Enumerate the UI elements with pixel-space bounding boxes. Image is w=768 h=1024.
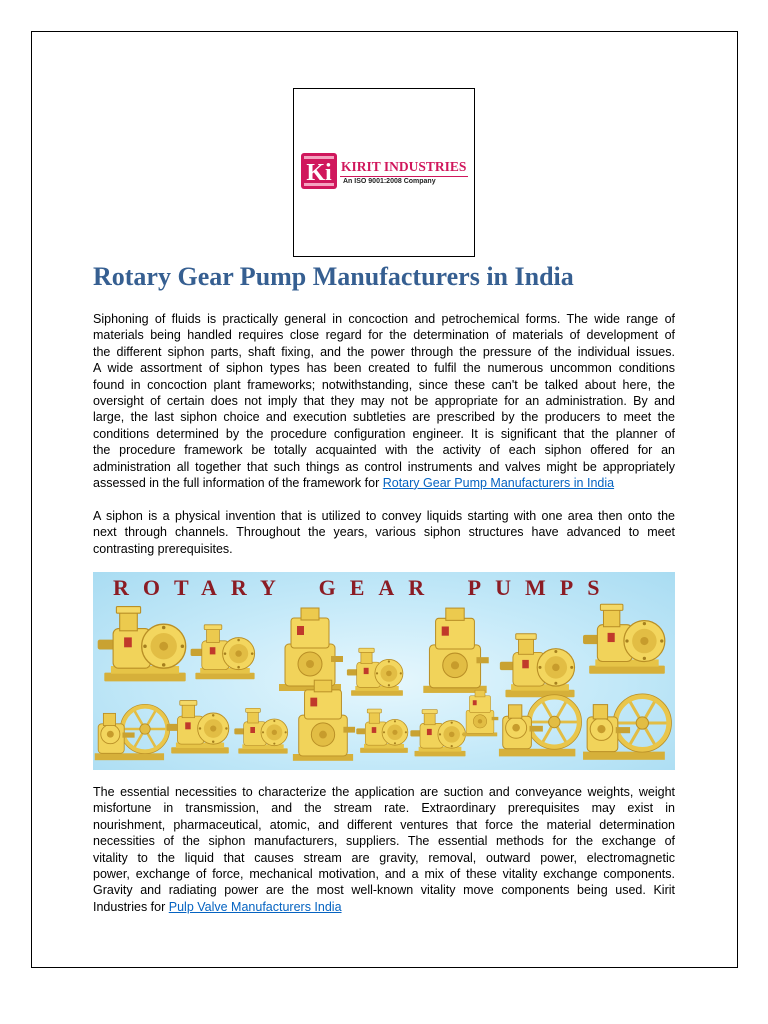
- gear-pump-illustration: [499, 695, 582, 757]
- paragraph-line: found in concoction plant frameworks; notwithstanding, since these can't be talked about here, the: [93, 377, 675, 392]
- paragraph-line: A wide assortment of siphon types has been created to fulfil the numerous uncommon conditions: [93, 361, 675, 376]
- paragraph-line: materials being handled requires close regard for the determination of materials of development of: [93, 328, 675, 343]
- logo-mark-letters: Ki: [306, 160, 332, 186]
- paragraph-line: large, the last siphon choice and execution subtleties are prescribed by the producers to meet the: [93, 410, 675, 425]
- company-logo-mark: [300, 151, 338, 191]
- paragraph-line: A siphon is a physical invention that is utilized to convey liquids starting with one area then onto the: [93, 509, 675, 523]
- banner-heading: ROTARY GEAR PUMPS: [113, 575, 614, 600]
- paragraph-line: nourishment, pharmaceutical, atomic, and different ventures that force the material determination: [93, 817, 675, 832]
- paragraph-line: The essential necessities to characterize the application are suction and conveyance weights, weight: [93, 785, 675, 799]
- gear-pump-illustration: [279, 608, 343, 691]
- paragraph-line: vitality to the liquid that causes stream are gravity, removal, outward power, electromagnetic: [93, 850, 675, 865]
- pump-illustrations: [93, 572, 675, 770]
- gear-pump-illustration: [293, 680, 355, 761]
- paragraph-line: next through channels. Throughout the years, various siphon structures have advanced to meet: [93, 525, 675, 540]
- gear-pump-illustration: [583, 604, 665, 674]
- paragraph-line: the different siphon parts, shaft fixing, and the power through the pressure of the individual issues.: [93, 344, 675, 359]
- page-title: Rotary Gear Pump Manufacturers in India: [93, 262, 574, 291]
- gear-pump-illustration: [410, 710, 465, 757]
- paragraph-line: Gravity and radiating power are the most well-known vitality move components being used. Kirit: [93, 883, 675, 898]
- gear-pump-illustration: [583, 694, 671, 760]
- paragraph-line: oversight of certain does not imply that they may not be appropriate for an administration. By and: [93, 393, 675, 408]
- paragraph-line: conditions determined by the procedure configuration engineer. It is significant that the planner of: [93, 426, 675, 441]
- paragraph-line: power, exchange of force, mechanical motivation, and a mix of these vitality exchange components.: [93, 866, 675, 881]
- gear-pump-illustration: [95, 704, 170, 760]
- gear-pump-illustration: [191, 625, 255, 679]
- gear-pump-illustration: [347, 648, 403, 696]
- paragraph: [93, 311, 675, 491]
- paragraph-last-line: contrasting prerequisites.: [93, 541, 233, 556]
- paragraph: [93, 784, 675, 915]
- gear-pump-illustration: [167, 701, 229, 754]
- paragraph-line-text: assessed in the full information of the framework for: [93, 475, 380, 490]
- link-pulp-valve-manufacturers[interactable]: Pulp Valve Manufacturers India: [168, 899, 342, 914]
- paragraph-line: misfortune in transmission, and the stream rate. Extraordinary prerequisites may exist in: [93, 801, 675, 816]
- gear-pump-illustration: [463, 690, 499, 736]
- paragraph-last-line: [93, 899, 675, 915]
- company-name: KIRIT INDUSTRIES: [341, 159, 467, 174]
- paragraph-line: the procedure framework be totally acquainted with the activity of each siphon offered for an: [93, 443, 675, 458]
- gear-pump-illustration: [356, 709, 408, 753]
- paragraph-line-text: Industries for: [93, 899, 166, 914]
- paragraph-line: administration all together that such things as control instruments and valves might be appropriately: [93, 459, 675, 474]
- link-rotary-gear-pump-manufacturers[interactable]: Rotary Gear Pump Manufacturers in India: [382, 475, 615, 490]
- paragraph-line: Siphoning of fluids is practically general in concoction and petrochemical forms. The wide range of: [93, 312, 675, 326]
- paragraph-last-line: [93, 475, 675, 491]
- gear-pump-illustration: [423, 608, 488, 693]
- gear-pump-illustration: [98, 607, 186, 682]
- paragraph-line: necessities of the siphon manufacturers, suppliers. The essential methods for the exchange of: [93, 834, 675, 849]
- product-banner: [93, 572, 675, 770]
- gear-pump-illustration: [234, 708, 287, 753]
- company-tagline: An ISO 9001:2008 Company: [343, 178, 436, 185]
- paragraph: [93, 508, 675, 557]
- logo-divider: [340, 176, 468, 177]
- gear-pump-illustration: [500, 634, 575, 697]
